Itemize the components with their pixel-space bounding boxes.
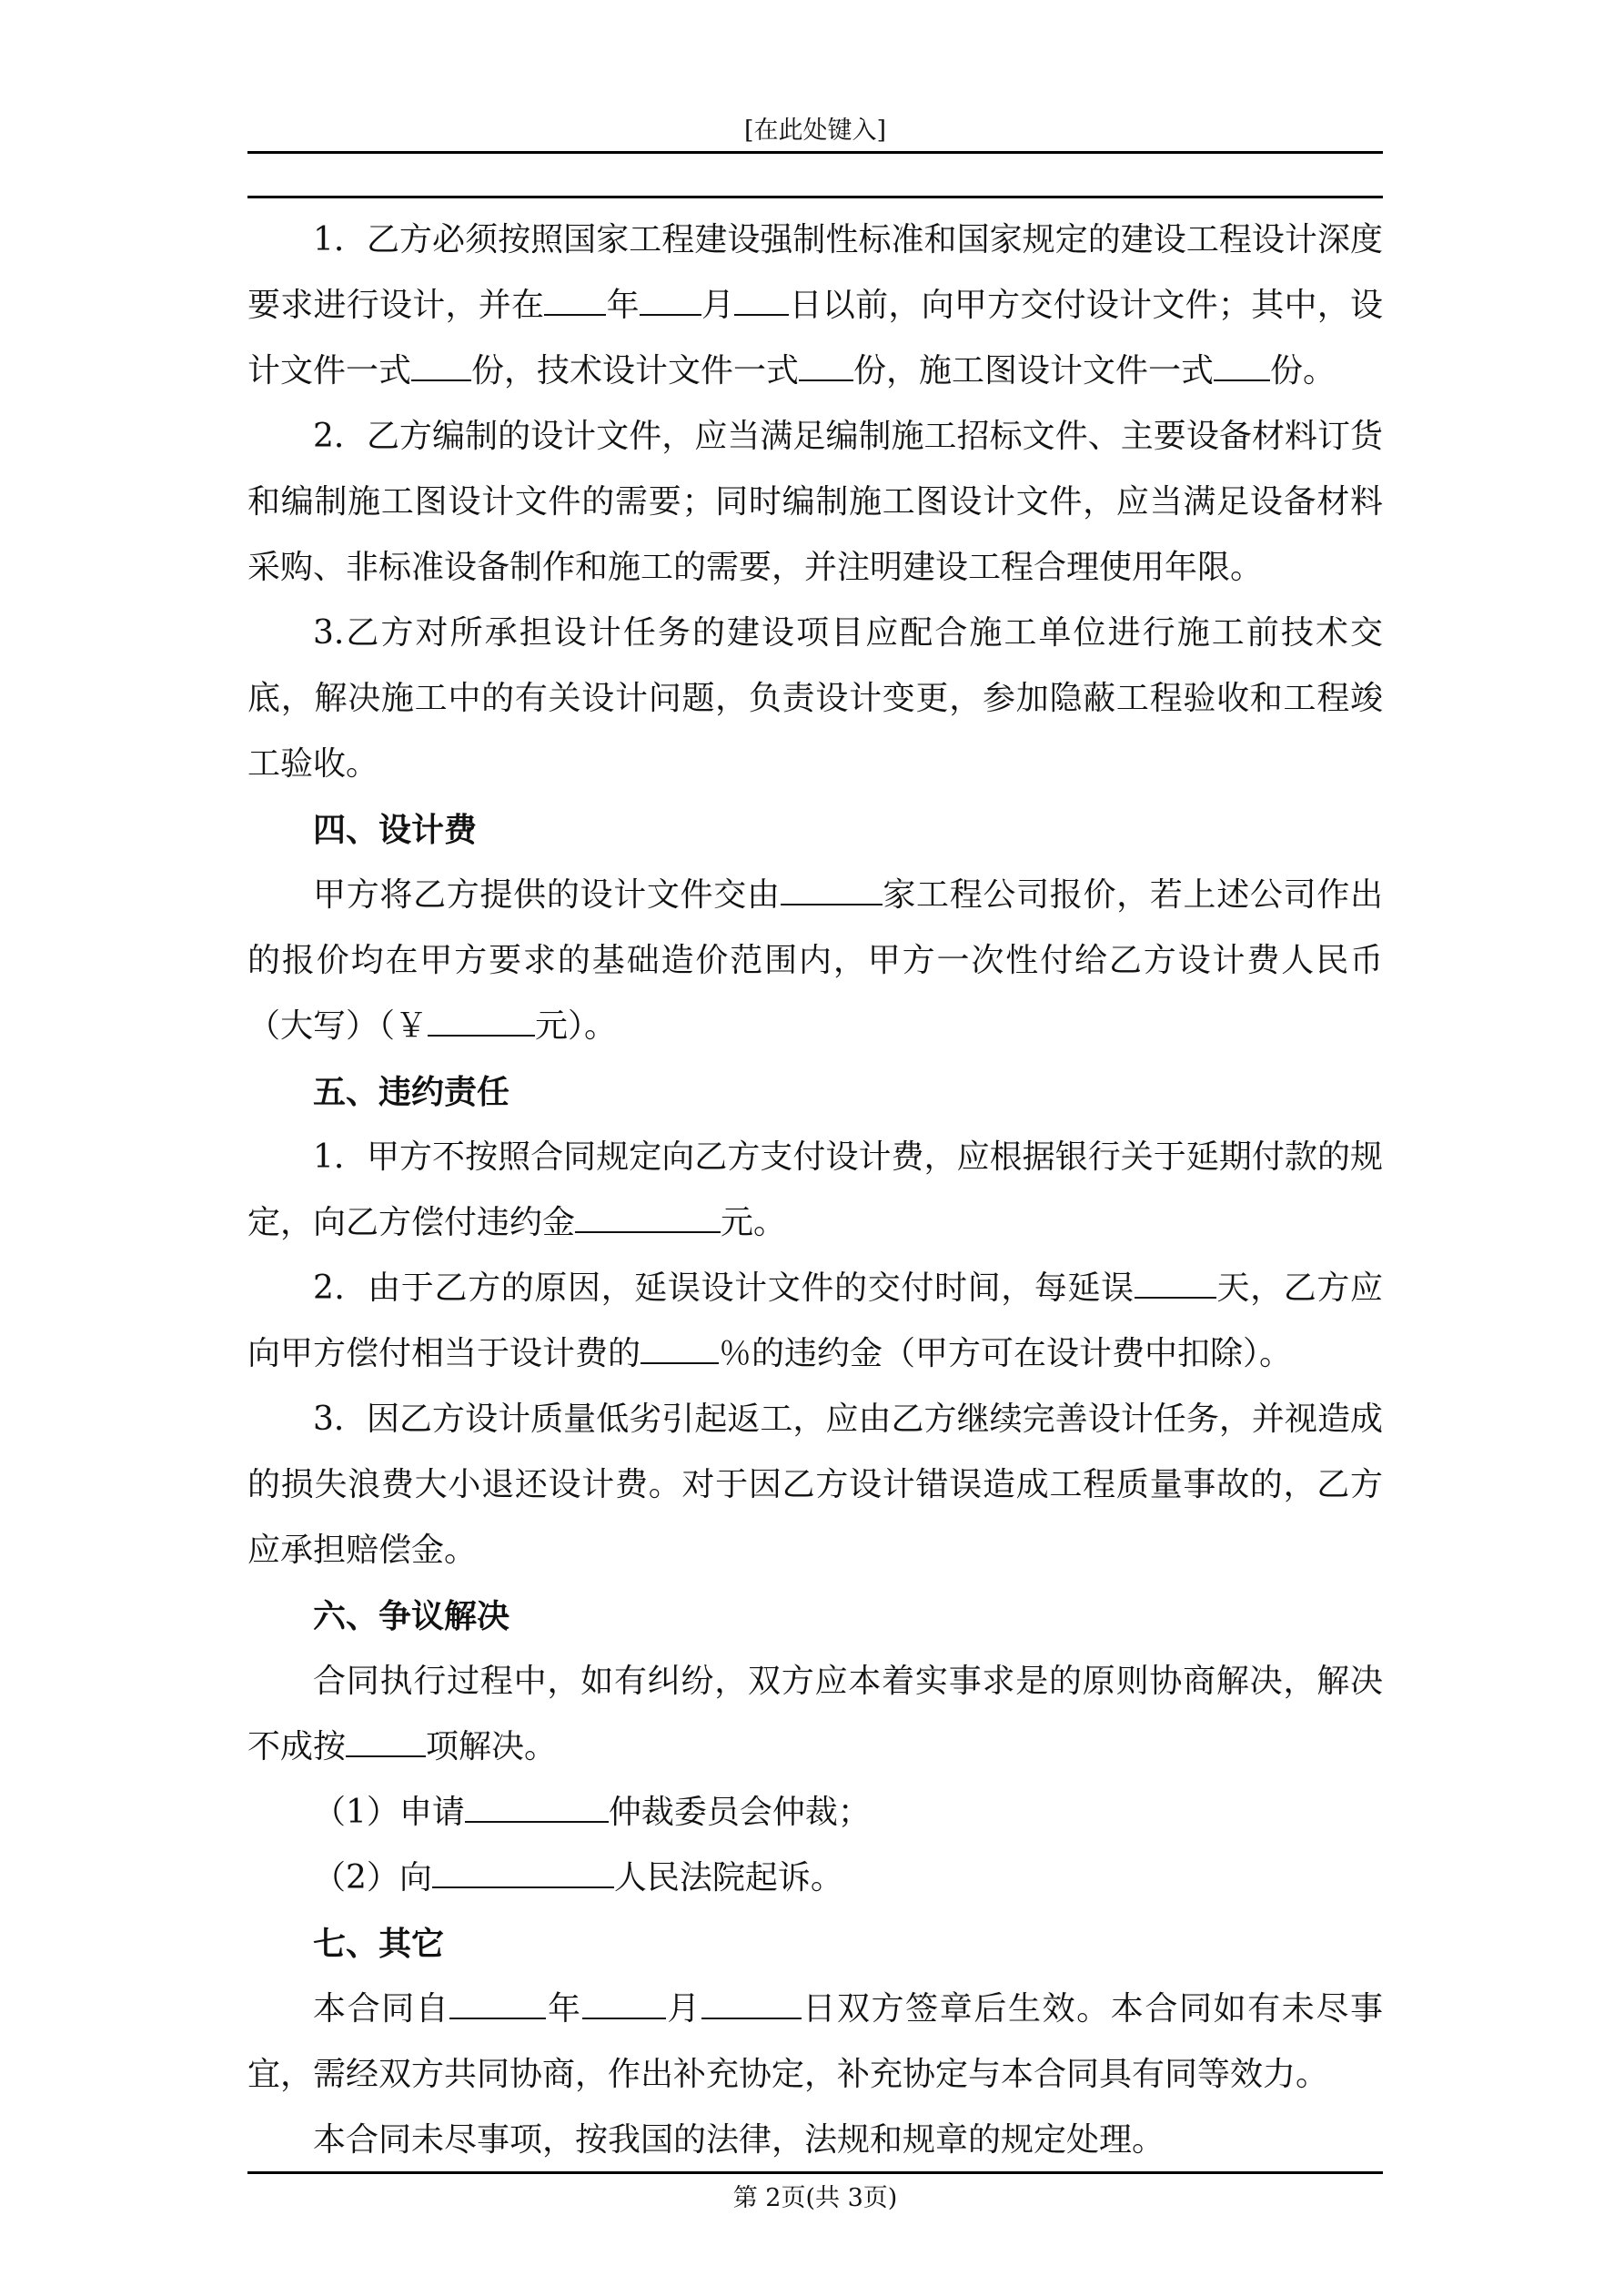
- clause-3-1: 1．乙方必须按照国家工程建设强制性标准和国家规定的建设工程设计深度要求进行设计，并在 年 月 日以前，向甲方交付设计文件；其中，设计文件一式 份，技术设计文件一式 份，施工图设计文件一式 份。: [247, 221, 1383, 389]
- blank-field[interactable]: [449, 1990, 546, 2019]
- option-court: （2）向 人民法院起诉。: [313, 1859, 843, 1896]
- blank-field[interactable]: [575, 1204, 721, 1233]
- blank-field[interactable]: [411, 352, 471, 381]
- blank-field[interactable]: [544, 287, 606, 316]
- heading-liability: 五、违约责任: [313, 1073, 510, 1111]
- clause-5-2: 2．由于乙方的原因，延误设计文件的交付时间，每延误 天，乙方应向甲方偿付相当于设计费的 ％的违约金（甲方可在设计费中扣除）。: [247, 1269, 1383, 1372]
- option-arbitration: （1）申请 仲裁委员会仲裁；: [313, 1794, 871, 1831]
- blank-field[interactable]: [701, 1990, 802, 2019]
- heading-dispute: 六、争议解决: [313, 1597, 510, 1635]
- header-rule: [247, 151, 1383, 154]
- clause-5-1: 1．甲方不按照合同规定向乙方支付设计费，应根据银行关于延期付款的规定，向乙方偿付违约金 元。: [247, 1138, 1383, 1241]
- heading-design-fee: 四、设计费: [313, 811, 478, 849]
- footer-rule: [247, 2171, 1383, 2174]
- clause-3-2: 2．乙方编制的设计文件，应当满足编制施工招标文件、主要设备材料订货和编制施工图设计文件的需要；同时编制施工图设计文件，应当满足设备材料采购、非标准设备制作和施工的需要，并注明建设工程合理使用年限。: [247, 418, 1383, 586]
- blank-field[interactable]: [346, 1728, 426, 1757]
- clause-7-1: 本合同自 年 月 日双方签章后生效。本合同如有未尽事宜，需经双方共同协商，作出补充协定，补充协定与本合同具有同等效力。: [247, 1990, 1383, 2093]
- blank-field[interactable]: [1214, 352, 1270, 381]
- blank-field[interactable]: [465, 1794, 609, 1823]
- page-header: [在此处键入]: [743, 116, 887, 145]
- document-body: [247, 207, 1383, 2173]
- blank-field[interactable]: [432, 1859, 614, 1888]
- clause-6-1: 合同执行过程中，如有纠纷，双方应本着实事求是的原则协商解决，解决不成按 项解决。: [247, 1663, 1383, 1765]
- blank-field[interactable]: [640, 287, 701, 316]
- blank-field[interactable]: [1135, 1269, 1216, 1299]
- blank-field[interactable]: [799, 352, 853, 381]
- blank-field[interactable]: [734, 287, 789, 316]
- blank-field[interactable]: [428, 1007, 535, 1037]
- page-footer: 第 2页(共 3页): [732, 2184, 898, 2212]
- heading-other: 七、其它: [313, 1925, 445, 1963]
- content-top-rule: [247, 196, 1383, 198]
- clause-4-1: 甲方将乙方提供的设计文件交由 家工程公司报价，若上述公司作出的报价均在甲方要求的基础造价范围内，甲方一次性付给乙方设计费人民币（大写）（￥ 元）。: [247, 876, 1383, 1045]
- blank-field[interactable]: [781, 876, 883, 905]
- clause-5-3: 3．因乙方设计质量低劣引起返工，应由乙方继续完善设计任务，并视造成的损失浪费大小退还设计费。对于因乙方设计错误造成工程质量事故的，乙方应承担赔偿金。: [247, 1401, 1383, 1569]
- blank-field[interactable]: [641, 1335, 719, 1364]
- clause-3-3: 3.乙方对所承担设计任务的建设项目应配合施工单位进行施工前技术交底，解决施工中的有关设计问题，负责设计变更，参加隐蔽工程验收和工程竣工验收。: [247, 614, 1383, 783]
- clause-7-2: 本合同未尽事项，按我国的法律，法规和规章的规定处理。: [313, 2121, 1165, 2159]
- blank-field[interactable]: [582, 1990, 666, 2019]
